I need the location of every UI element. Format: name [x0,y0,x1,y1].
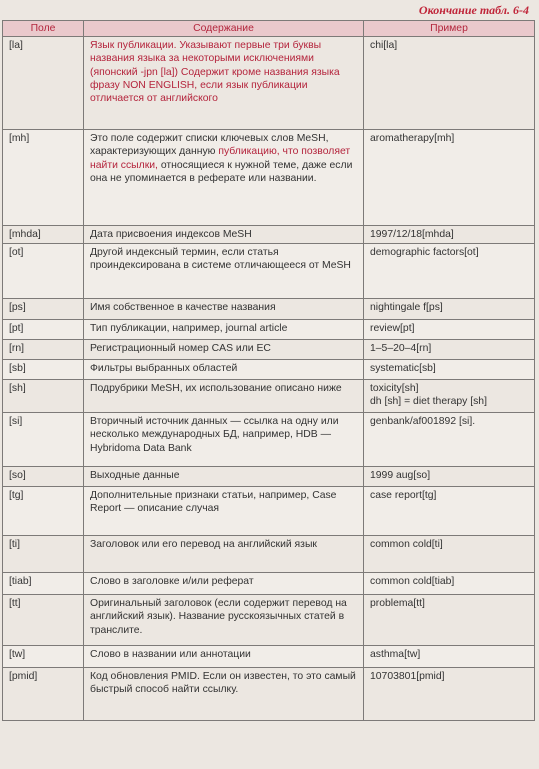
field-example: 1999 aug[so] [364,467,535,487]
pubmed-fields-table [2,20,535,721]
table-row [3,536,535,573]
field-code: [ot] [3,244,84,299]
table-row [3,360,535,380]
field-description: Дополнительные признаки статьи, например, Case Report — описание случая [84,487,364,536]
field-code: [tt] [3,595,84,646]
field-example: 1–5–20–4[rn] [364,340,535,360]
field-code: [sb] [3,360,84,380]
description-highlight: публикацию, что позволяет найти ссылки, [90,146,351,171]
table-row [3,340,535,360]
field-description: Слово в названии или аннотации [84,646,364,668]
field-example: problema[tt] [364,595,535,646]
field-description: Другой индексный термин, если статья проиндексирована в системе отличающееся от MeSH [84,244,364,299]
field-example: genbank/af001892 [si]. [364,413,535,467]
field-example: review[pt] [364,320,535,340]
header-example: Пример [364,21,535,37]
field-example: 10703801[pmid] [364,668,535,721]
field-code: [ti] [3,536,84,573]
field-example: 1997/12/18[mhda] [364,226,535,244]
description-text: относящиеся к нужной теме, даже если она не упоминается в реферате или названии. [90,159,353,184]
field-description: Вторичный источник данных — ссылка на одну или несколько международных БД, например, HDB — Hybridoma Data Bank [84,413,364,467]
field-description: Дата присвоения индексов MeSH [84,226,364,244]
field-description [84,130,364,226]
table-row [3,226,535,244]
field-example: common cold[ti] [364,536,535,573]
field-code: [so] [3,467,84,487]
table-row [3,130,535,226]
field-example: chi[la] [364,37,535,130]
field-description: Фильтры выбранных областей [84,360,364,380]
field-description: Имя собственное в качестве названия [84,299,364,320]
field-code: [la] [3,37,84,130]
table-row [3,467,535,487]
field-description: Заголовок или его перевод на английский язык [84,536,364,573]
field-example: systematic[sb] [364,360,535,380]
field-example: aromatherapy[mh] [364,130,535,226]
field-code: [rn] [3,340,84,360]
field-code: [si] [3,413,84,467]
field-example: toxicity[sh] dh [sh] = diet therapy [sh] [364,380,535,413]
header-field: Поле [3,21,84,37]
field-description: Оригинальный заголовок (если содержит перевод на английский язык). Название русскоязычных статей в транслите. [84,595,364,646]
header-content: Содержание [84,21,364,37]
field-code: [sh] [3,380,84,413]
field-code: [tg] [3,487,84,536]
field-example: nightingale f[ps] [364,299,535,320]
field-code: [mh] [3,130,84,226]
field-code: [tiab] [3,573,84,595]
field-description: Слово в заголовке и/или реферат [84,573,364,595]
field-description: Язык публикации. Указывают первые три буквы названия языка за некоторыми исключениями (японский -jpn [la]) Содержит кроме названия языка фразу NON ENGLISH, если язык публикации отличается от английского [84,37,364,130]
table-row [3,595,535,646]
table-row [3,244,535,299]
table-row [3,573,535,595]
table-row [3,413,535,467]
table-header-row [3,21,535,37]
table-row [3,646,535,668]
field-description: Регистрационный номер CAS или EC [84,340,364,360]
field-example: common cold[tiab] [364,573,535,595]
table-row [3,320,535,340]
field-description: Выходные данные [84,467,364,487]
field-code: [mhda] [3,226,84,244]
table-row [3,37,535,130]
field-example: asthma[tw] [364,646,535,668]
field-description: Подрубрики MeSH, их использование описано ниже [84,380,364,413]
field-code: [pt] [3,320,84,340]
table-caption: Окончание табл. 6-4 [418,3,529,17]
field-code: [pmid] [3,668,84,721]
field-example: case report[tg] [364,487,535,536]
table-row [3,380,535,413]
table-row [3,299,535,320]
table-row [3,668,535,721]
table-row [3,487,535,536]
field-description: Тип публикации, например, journal article [84,320,364,340]
field-code: [tw] [3,646,84,668]
description-text: Это поле содержит списки ключевых слов MeSH, характеризующих данную [90,133,329,158]
field-description: Код обновления PMID. Если он известен, то это самый быстрый способ найти ссылку. [84,668,364,721]
field-code: [ps] [3,299,84,320]
field-example: demographic factors[ot] [364,244,535,299]
